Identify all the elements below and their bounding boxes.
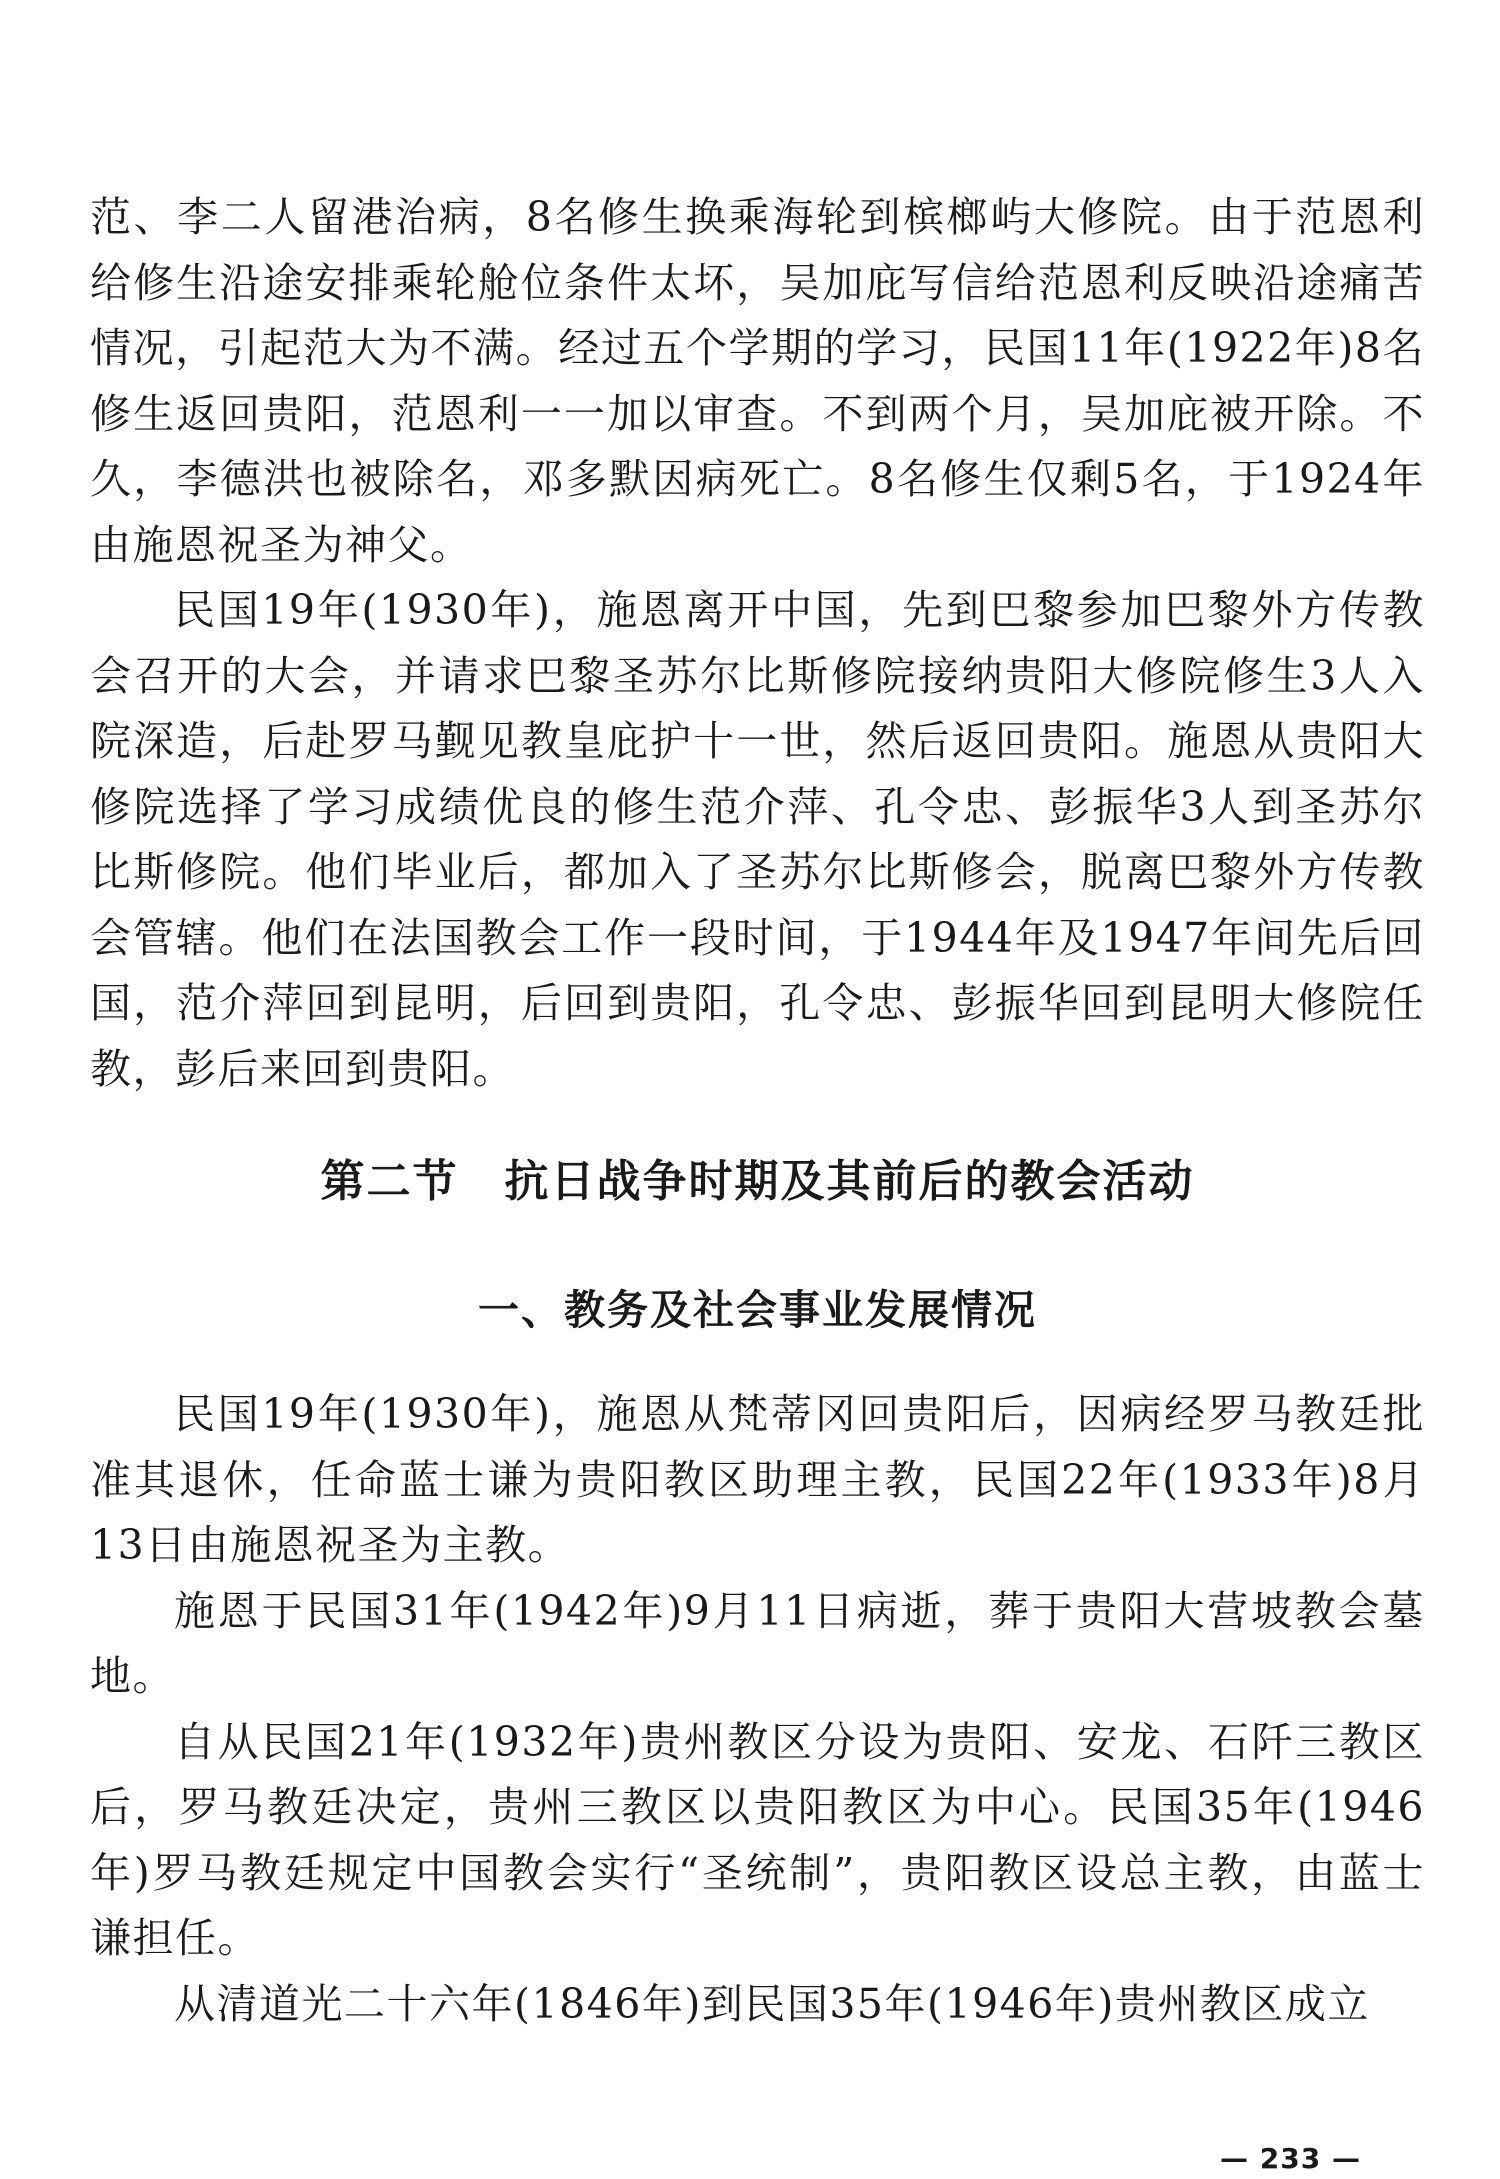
- paragraph: 范、李二人留港治病，8名修生换乘海轮到槟榔屿大修院。由于范恩利给修生沿途安排乘轮舱位条件太坏，吴加庇写信给范恩利反映沿途痛苦情况，引起范大为不满。经过五个学期的学习，民国11年(1922年)8名修生返回贵阳，范恩利一一加以审查。不到两个月，吴加庇被开除。不久，李德洪也被除名，邓多默因病死亡。8名修生仅剩5名，于1924年由施恩祝圣为神父。: [90, 193, 1425, 569]
- section-title: 第二节 抗日战争时期及其前后的教会活动: [320, 1156, 1195, 1207]
- paragraph: 民国19年(1930年)，施恩从梵蒂冈回贵阳后，因病经罗马教廷批准其退休，任命蓝士谦为贵阳教区助理主教，民国22年(1933年)8月13日由施恩祝圣为主教。: [90, 1390, 1425, 1569]
- paragraph: 民国19年(1930年)，施恩离开中国，先到巴黎参加巴黎外方传教会召开的大会，并请求巴黎圣苏尔比斯修院接纳贵阳大修院修生3人入院深造，后赴罗马觐见教皇庇护十一世，然后返回贵阳。施恩从贵阳大修院选择了学习成绩优良的修生范介萍、孔令忠、彭振华3人到圣苏尔比斯修院。他们毕业后，都加入了圣苏尔比斯修会，脱离巴黎外方传教会管辖。他们在法国教会工作一段时间，于1944年及1947年间先后回国，范介萍回到昆明，后回到贵阳，孔令忠、彭振华回到昆明大修院任教，彭后来回到贵阳。: [90, 586, 1425, 1093]
- sub-title: 一、教务及社会事业发展情况: [478, 1286, 1037, 1334]
- page-body: [90, 185, 1425, 2037]
- paragraph: 从清道光二十六年(1846年)到民国35年(1946年)贵州教区成立: [174, 1979, 1370, 2028]
- page-number: — 233 —: [1220, 2142, 1361, 2175]
- paragraph: 自从民国21年(1932年)贵州教区分设为贵阳、安龙、石阡三教区后，罗马教廷决定，贵州三教区以贵阳教区为中心。民国35年(1946年)罗马教廷规定中国教会实行“圣统制”，贵阳教区设总主教，由蓝士谦担任。: [90, 1717, 1425, 1962]
- paragraph: 施恩于民国31年(1942年)9月11日病逝，葬于贵阳大营坡教会墓地。: [90, 1586, 1425, 1700]
